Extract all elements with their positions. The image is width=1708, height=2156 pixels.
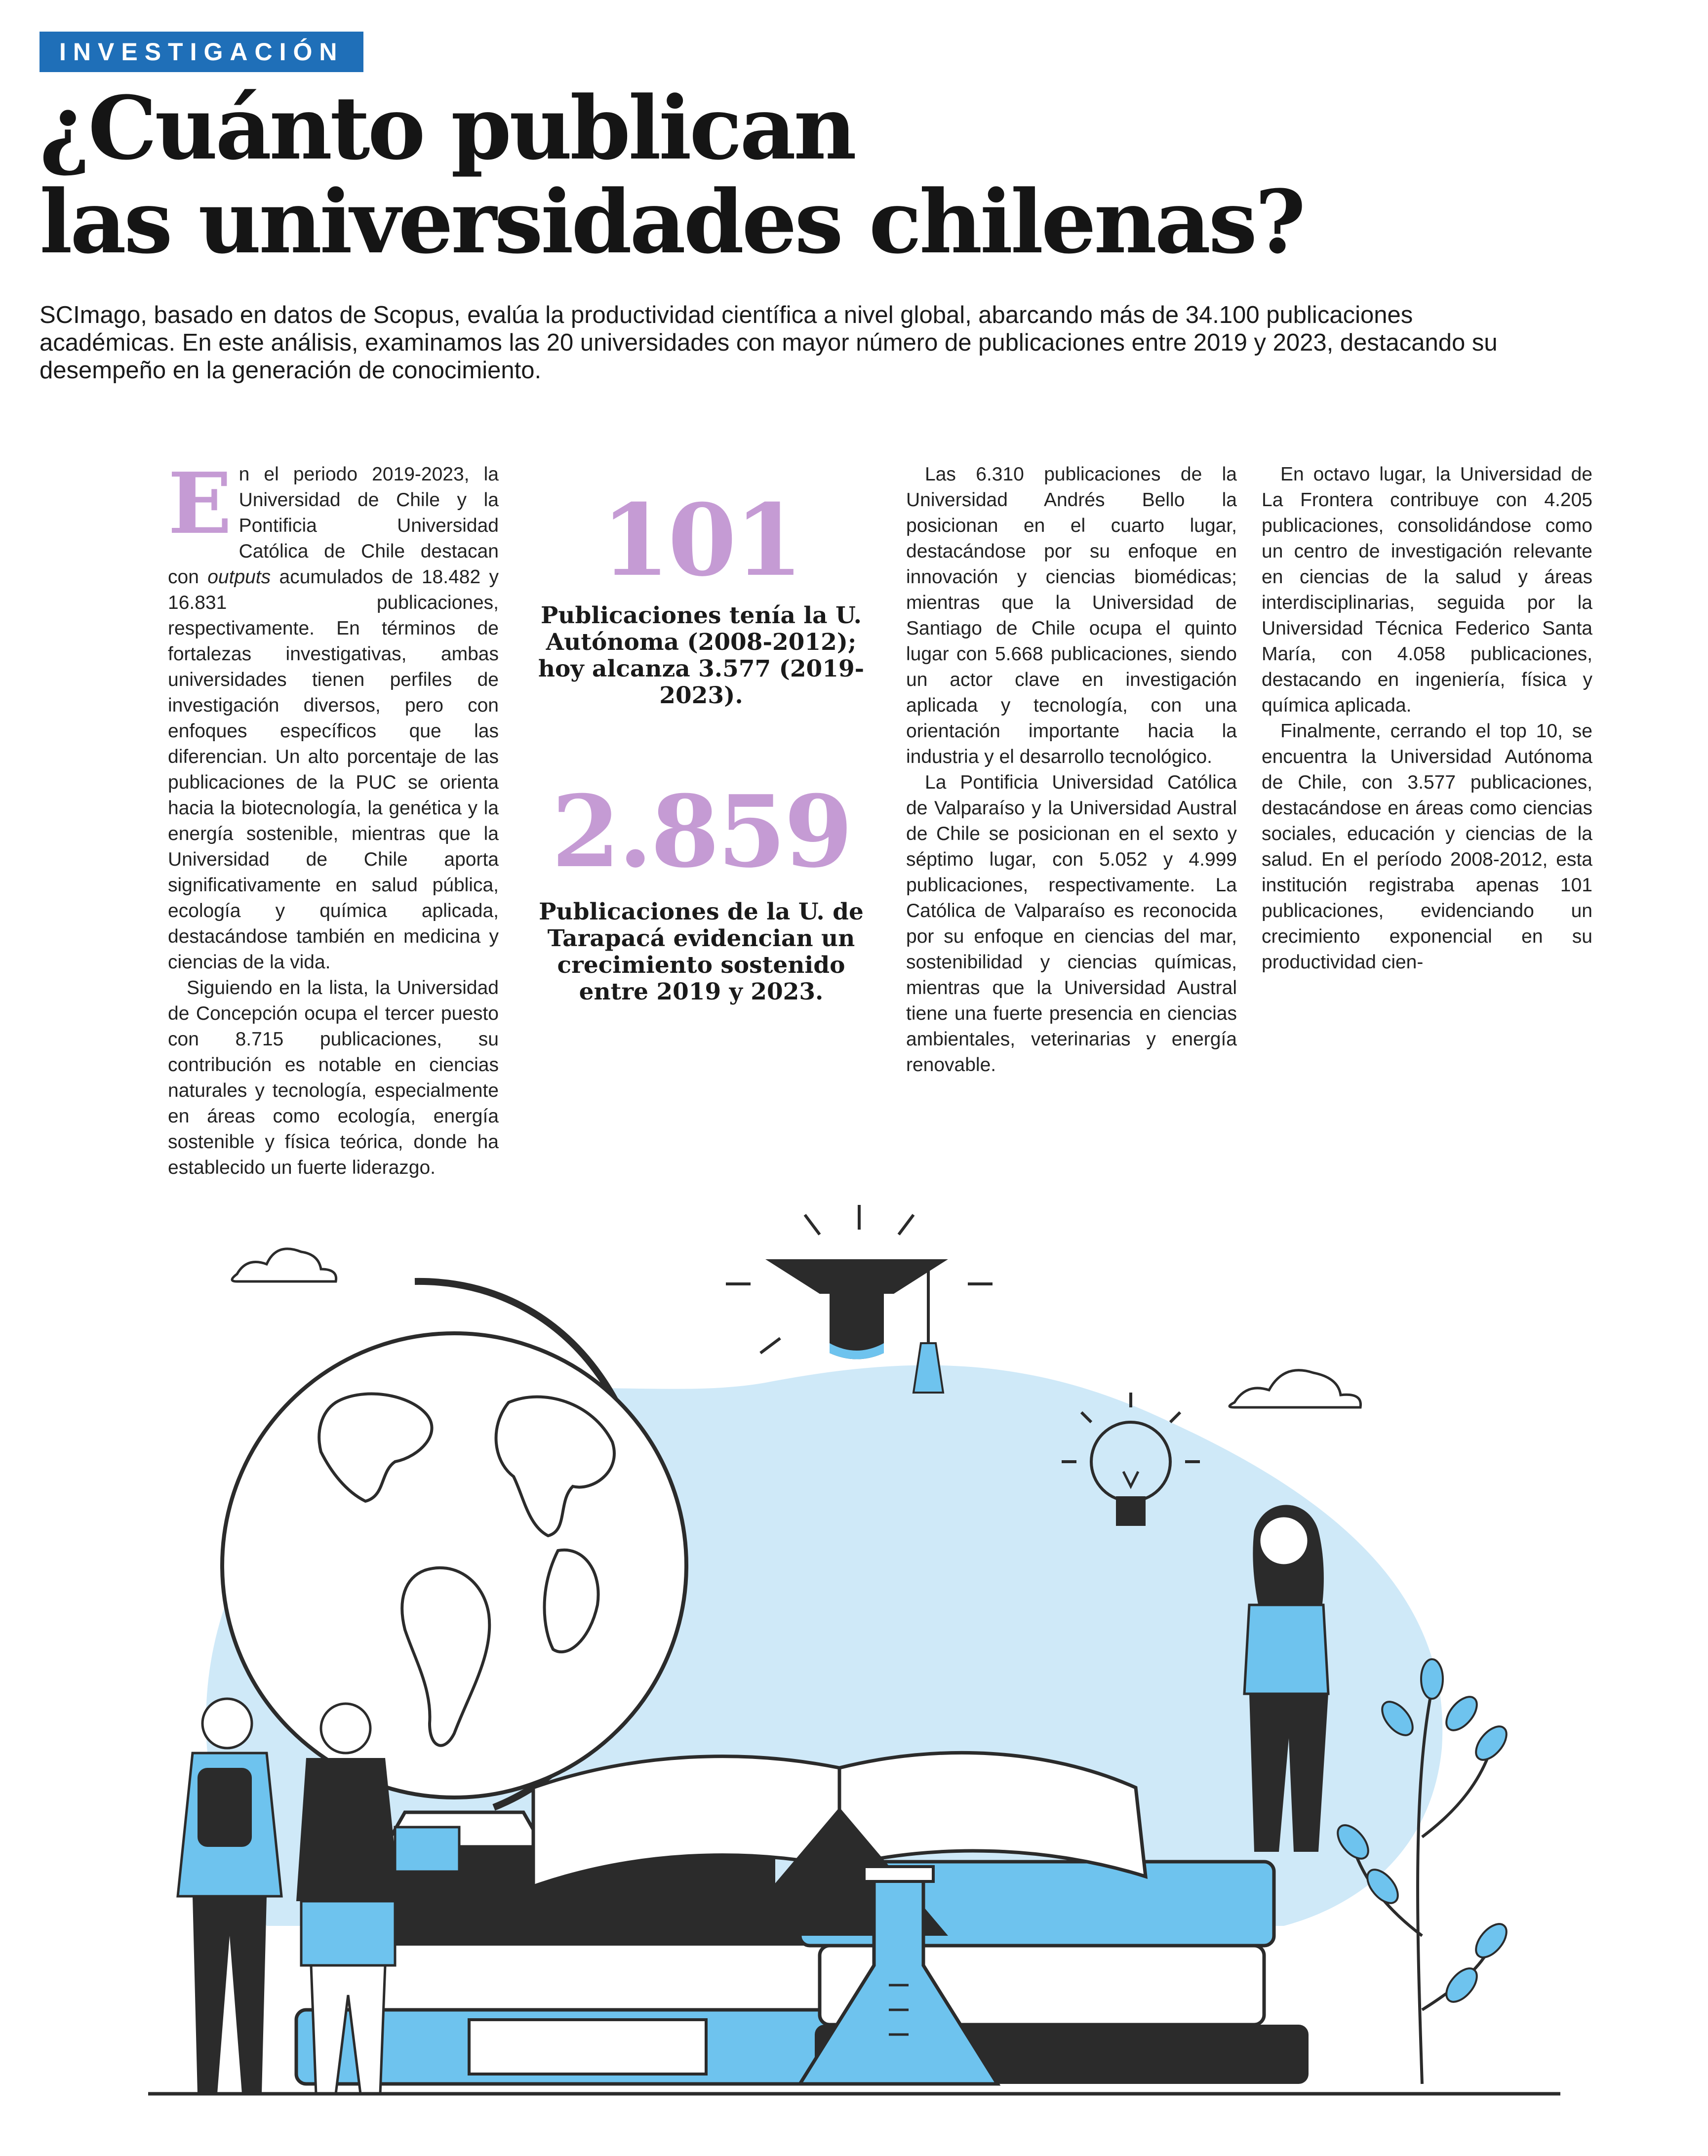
paragraph-2: Siguiendo en la lista, la Universidad de Concepción ocupa el tercer puesto con 8.715 publicaciones, su contribución es notable en ciencias naturales y tecnología, especialmente en áreas como ecología, energía sostenible y física teórica, donde ha establecido un fuerte liderazgo. — [168, 977, 499, 1178]
paragraph-6: Finalmente, cerrando el top 10, se encuentra la Universidad Autónoma de Chile, con 3.577 publicaciones, destacándose en áreas como ciencias sociales, educación y ciencias de la salud. En el período 2008-2012, esta institución registraba apenas 101 publicaciones, evidenciando un crecimiento exponencial en su productividad cien- — [1262, 720, 1592, 973]
stat-caption: Publicaciones de la U. de Tarapacá evidencian un crecimiento sostenido entre 2019 y 2023. — [539, 898, 864, 1005]
headline — [40, 77, 1620, 273]
stat-number: 2.859 — [551, 774, 851, 890]
article-column-1 — [168, 454, 499, 1181]
drop-cap: E — [168, 454, 232, 553]
education-illustration — [148, 1195, 1560, 2104]
article-column-3 — [906, 462, 1237, 1078]
paragraph-5: En octavo lugar, la Universidad de La Frontera contribuye con 4.205 publicaciones, consolidándose como un centro de investigación relevante en ciencias de la salud y áreas interdisciplinarias, seguida por la Universidad Técnica Federico Santa María, con 4.058 publicaciones, destacando en ingeniería, física y química aplicada. — [1262, 464, 1592, 716]
cloud-icon — [232, 1249, 336, 1281]
article-column-4 — [1262, 462, 1592, 975]
section-kicker: INVESTIGACIÓN — [40, 32, 363, 72]
stat-block-2 — [523, 774, 879, 1005]
lead-paragraph: SCImago, basado en datos de Scopus, evalúa la productividad científica a nivel global, abarcando más de 34.100 publicaciones académicas. En este análisis, examinamos las 20 universidades con mayor número de publicaciones entre 2019 y 2023, destacando su desempeño en la generación de conocimiento. — [40, 302, 1498, 384]
headline-line-1: ¿Cuánto publican — [40, 77, 855, 179]
stat-number: 101 — [601, 482, 801, 599]
headline-line-2: las universidades chilenas? — [40, 171, 1304, 273]
paragraph-1: En el periodo 2019-2023, la Universidad de Chile y la Pontificia Universidad Católica de Chile destacan con outputs acumulados de 18.482 y 16.831 publicaciones, respectivamente. En términos de fortalezas investigativas, ambas universidades tienen perfiles de investigación diversos, pero con enfoques específicos que las diferencian. Un alto porcentaje de las publicaciones de la PUC se orienta hacia la biotecnología, la genética y la energía sostenible, mientras que la Universidad de Chile aporta significativamente en salud pública, ecología y química aplicada, destacándose también en medicina y ciencias de la vida. — [168, 454, 499, 973]
globe-icon — [222, 1333, 686, 1797]
stat-caption: Publicaciones tenía la U. Autónoma (2008-2012); hoy alcanza 3.577 (2019-2023). — [538, 602, 865, 709]
paragraph-3: Las 6.310 publicaciones de la Universidad Andrés Bello la posicionan en el cuarto lugar, destacándose por su enfoque en innovación y ciencias biomédicas; mientras que la Universidad de Santiago de Chile ocupa el quinto lugar con 5.668 publicaciones, siendo un actor clave en investigación aplicada y tecnología, con una orientación importante hacia la industria y el desarrollo tecnológico. — [906, 464, 1237, 767]
cloud-icon — [1230, 1370, 1361, 1407]
paragraph-4: La Pontificia Universidad Católica de Valparaíso y la Universidad Austral de Chile se posicionan en el sexto y séptimo lugar, con 5.052 y 4.999 publicaciones, respectivamente. La Católica de Valparaíso es reconocida por su enfoque en ciencias del mar, sostenibilidad y ciencias químicas, mientras que la Universidad Austral tiene una fuerte presencia en ciencias ambientales, veterinarias y energía renovable. — [906, 772, 1237, 1076]
stat-block-1 — [523, 482, 879, 709]
